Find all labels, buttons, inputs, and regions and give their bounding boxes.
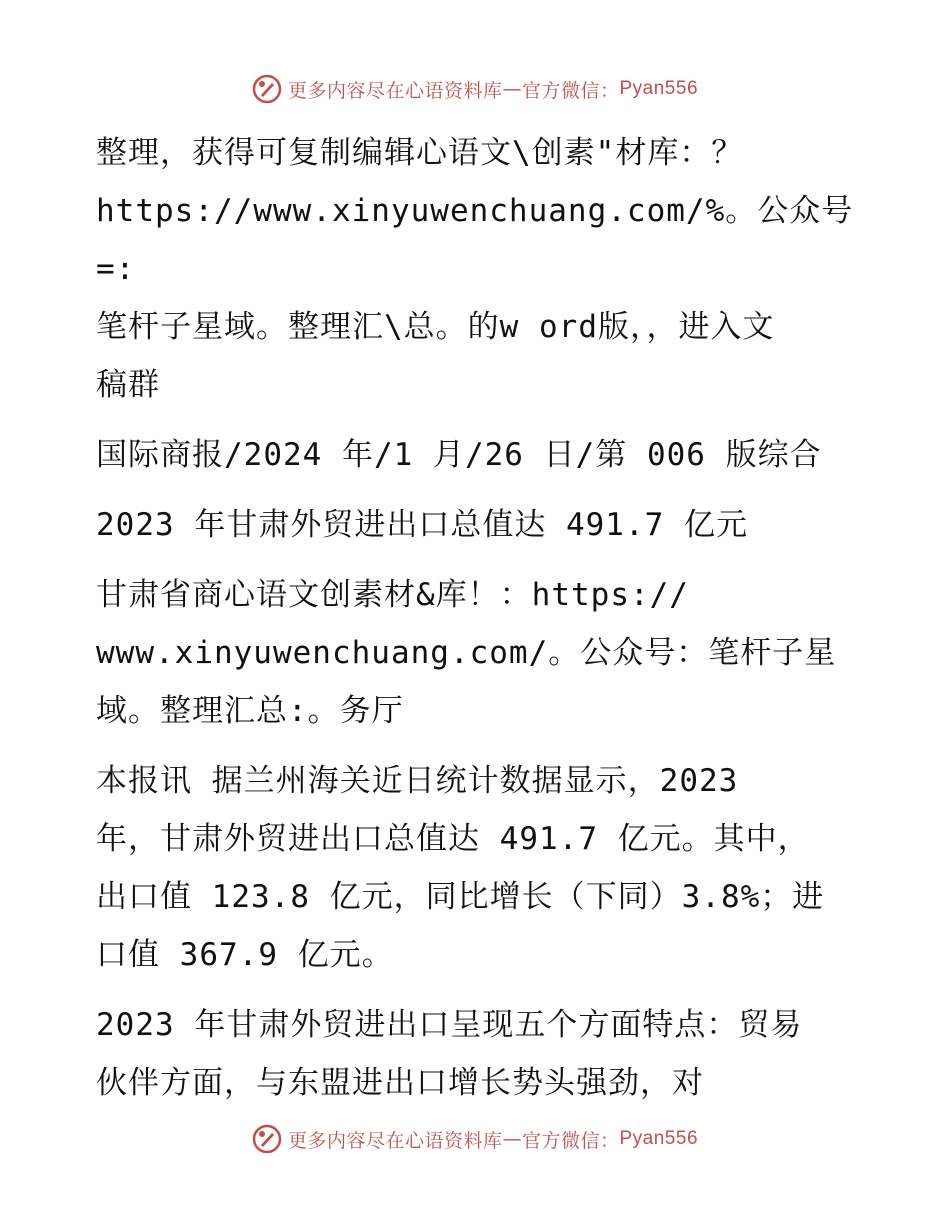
paragraph-intro-note: 整理，获得可复制编辑心语文\创素"材库：？ https://www.xinyuwenchuang.com/%。公众号=: 笔杆子星域。整理汇\总。的w ord版，，进入文 稿群 — [96, 135, 854, 403]
banner-text: 更多内容尽在心语资料库 — [287, 79, 503, 102]
paragraph-body-2: 2023 年甘肃外贸进出口呈现五个方面特点：贸易 伙伴方面，与东盟进出口增长势头强劲，对 — [96, 1007, 803, 1101]
logo-icon — [252, 1124, 282, 1154]
header-banner — [0, 74, 950, 104]
banner-contact-label: 官方微信： — [521, 1129, 620, 1152]
footer-banner — [0, 1124, 950, 1154]
paragraph-source: 国际商报/2024 年/1 月/26 日/第 006 版综合 — [96, 437, 822, 473]
banner-text: 更多内容尽在心语资料库 — [287, 1129, 503, 1152]
article-title: 2023 年甘肃外贸进出口总值达 491.7 亿元 — [96, 507, 748, 543]
banner-dash: — — [502, 1128, 522, 1150]
document-body — [96, 124, 856, 1124]
banner-contact-handle: Pyan556 — [619, 78, 699, 99]
paragraph-author: 甘肃省商心语文创素材&库！：https:// www.xinyuwenchuang.com/。公众号：笔杆子星 域。整理汇总:。务厅 — [96, 577, 837, 729]
banner-contact-handle: Pyan556 — [619, 1128, 699, 1149]
banner-contact-label: 官方微信： — [521, 79, 620, 102]
paragraph-body-1: 本报讯 据兰州海关近日统计数据显示，2023 年，甘肃外贸进出口总值达 491.7 亿元。其中， 出口值 123.8 亿元，同比增长（下同）3.8%；进 口值 367.9 亿元。 — [96, 763, 825, 973]
logo-icon — [252, 74, 282, 104]
banner-dash: — — [502, 78, 522, 100]
